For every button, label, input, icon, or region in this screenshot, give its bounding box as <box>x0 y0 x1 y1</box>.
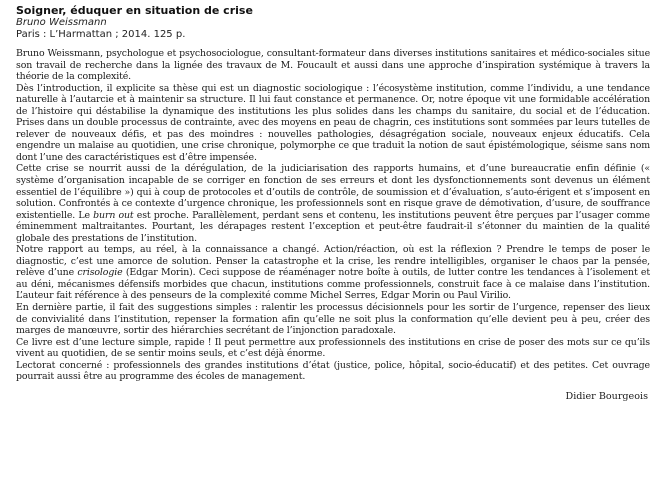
paragraph-audience: Lectorat concerné : professionnels des grandes institutions d’état (justice, police, hôpital, socio-éducatif) et des petites. Cet ouvrage pourrait aussi être au programme des écoles de management. <box>16 359 650 383</box>
book-author: Bruno Weissmann <box>16 17 107 28</box>
paragraph-crisis: Cette crise se nourrit aussi de la dérégulation, de la judiciarisation des rapports humains, et d’une bureaucratie enfin définie (« système d’organisation incapable de se corriger en fonction de ses erreurs et dont les dysfonctionnements sont devenus un élément essentiel de l’équilibre ») qui à coup de protocoles et d’outils de contrôle, de soumission et d’évaluation, s’auto-érigent et s’imposent en solution. Confrontés à ce contexte d’urgence chronique, les professionnels sont en risque grave de démotivation, d’usure, de souffrance existentielle. Le burn out est proche. Parallèlement, perdant sens et contenu, les institutions peuvent être perçues par l’usager comme éminemment maltraitantes. Pourtant, les dérapages restent l’exception et peut-être faudrait-il s’étonner du maintien de la qualité globale des prestations de l’institution. <box>16 163 650 244</box>
review-body <box>16 48 650 383</box>
reviewer-signature: Didier Bourgeois <box>565 390 648 402</box>
paragraph-thesis: Dès l’introduction, il explicite sa thèse qui est un diagnostic sociologique : l’écosystème institution, comme l’individu, a une tendance naturelle à l’autarcie et à maintenir sa structure. Il lui faut constance et permanence. Or, notre époque vit une formidable accélération de l’histoire qui déstabilise la dynamique des institutions les plus solides dans les champs du sanitaire, du social et de l’éducation. Prises dans un double processus de contrainte, avec des moyens en peau de chagrin, ces institutions sont sommées par leurs tutelles de relever de nouveaux défis, et pas des moindres : nouvelles pathologies, désagrégation sociale, nouveaux enjeux éducatifs. Cela engendre un malaise au quotidien, une crise chronique, polymorphe ce que traduit la notion de saut épistémologique, séisme sans nom dont l’une des caractéristiques est d’être impensée. <box>16 82 650 163</box>
paragraph-suggestions: En dernière partie, il fait des suggestions simples : ralentir les processus décisionnels pour les sortir de l’urgence, repenser des lieux de convivialité dans l’institution, repenser la formation afin qu’elle ne soit plus la conformation qu’elle devient peu à peu, créer des marges de manœuvre, sortir des hiérarchies secrétant de l’injonction paradoxale. <box>16 302 650 337</box>
paragraph-reading: Ce livre est d’une lecture simple, rapide ! Il peut permettre aux professionnels des institutions en crise de poser des mots sur ce qu’ils vivent au quotidien, de se sentir moins seuls, et c’est déjà énorme. <box>16 336 650 360</box>
paragraph-intro: Bruno Weissmann, psychologue et psychosociologue, consultant-formateur dans diverses institutions sanitaires et médico-sociales situe son travail de recherche dans la lignée des travaux de M. Foucault et aussi dans une approche d’inspiration systémique à travers la théorie de la complexité. <box>16 48 650 83</box>
book-review <box>16 4 650 402</box>
publication-info: Paris : L’Harmattan ; 2014. 125 p. <box>16 29 186 40</box>
review-title: Soigner, éduquer en situation de crise <box>16 4 253 17</box>
paragraph-time: Notre rapport au temps, au réel, à la connaissance a changé. Action/réaction, où est la réflexion ? Prendre le temps de poser le diagnostic, c’est une amorce de solution. Penser la catastrophe et la crise, les rendre intelligibles, organiser le chaos par la pensée, relève d’une crisologie (Edgar Morin). Ceci suppose de réaménager notre boîte à outils, de lutter contre les tendances à l’isolement et au déni, mécanismes défensifs morbides que chacun, institutions comme professionnels, construit face à ce malaise dans l’institution. L’auteur fait référence à des penseurs de la complexité comme Michel Serres, Edgar Morin ou Paul Virilio. <box>16 244 650 302</box>
